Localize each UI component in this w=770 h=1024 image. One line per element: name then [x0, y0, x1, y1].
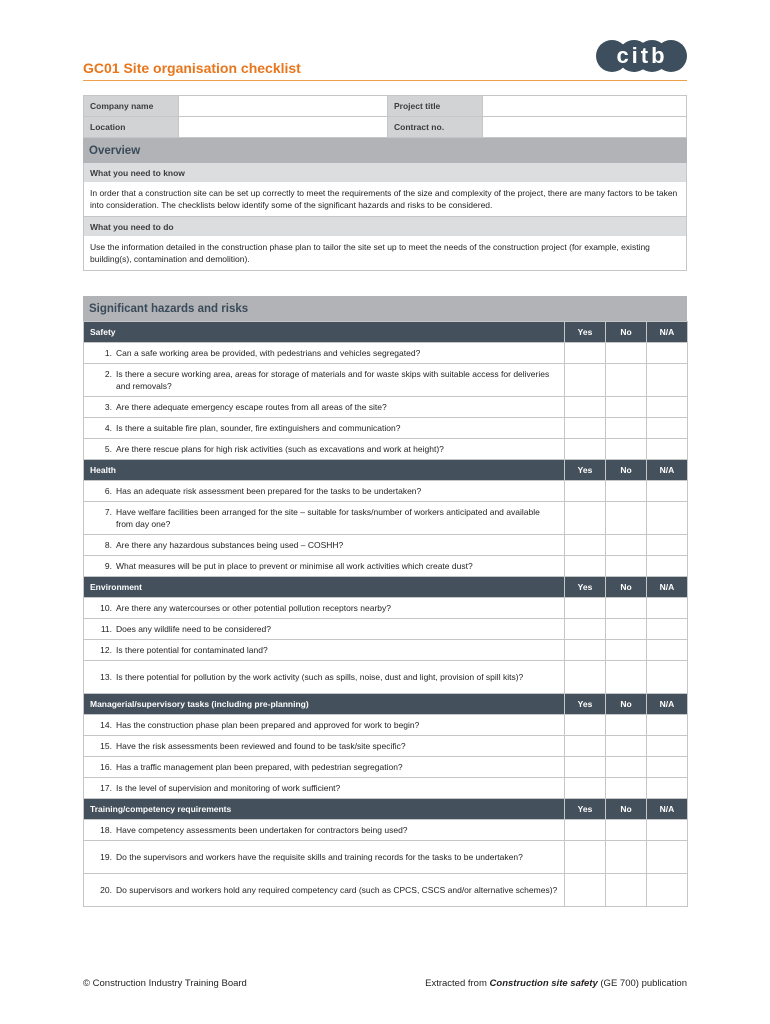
yes-column-header: Yes [565, 799, 606, 820]
no-checkbox-cell[interactable] [606, 820, 647, 841]
company-name-label: Company name [84, 96, 179, 117]
no-checkbox-cell[interactable] [606, 661, 647, 694]
question-cell [84, 481, 565, 502]
section-name: Health [84, 460, 565, 481]
question-number: 4. [104, 423, 112, 433]
yes-checkbox-cell[interactable] [565, 820, 606, 841]
section-name: Environment [84, 577, 565, 598]
na-column-header: N/A [647, 577, 688, 598]
question-text: Is there a secure working area, areas for storage of materials and for waste skips with suitable access for deliveries and removals? [116, 369, 550, 391]
no-checkbox-cell[interactable] [606, 640, 647, 661]
no-checkbox-cell[interactable] [606, 502, 647, 535]
question-cell [84, 343, 565, 364]
question-number: 10. [100, 603, 112, 613]
question-cell [84, 619, 565, 640]
footer-copyright: © Construction Industry Training Board [83, 978, 247, 989]
question-number: 11. [100, 624, 112, 634]
question-number: 17. [100, 783, 112, 793]
no-checkbox-cell[interactable] [606, 736, 647, 757]
logo-text: citb [616, 43, 668, 68]
question-cell [84, 502, 565, 535]
no-checkbox-cell[interactable] [606, 778, 647, 799]
overview-section [83, 138, 687, 271]
question-number: 16. [100, 762, 112, 772]
contract-no-field[interactable] [483, 117, 687, 138]
yes-checkbox-cell[interactable] [565, 778, 606, 799]
question-number: 14. [100, 720, 112, 730]
na-checkbox-cell[interactable] [647, 598, 688, 619]
question-number: 18. [100, 825, 112, 835]
na-checkbox-cell[interactable] [647, 502, 688, 535]
question-cell [84, 439, 565, 460]
yes-checkbox-cell[interactable] [565, 397, 606, 418]
section-name: Training/competency requirements [84, 799, 565, 820]
na-column-header: N/A [647, 694, 688, 715]
yes-checkbox-cell[interactable] [565, 874, 606, 907]
location-field[interactable] [179, 117, 388, 138]
na-checkbox-cell[interactable] [647, 619, 688, 640]
na-column-header: N/A [647, 322, 688, 343]
question-row [84, 841, 688, 874]
question-number: 5. [104, 444, 112, 454]
na-checkbox-cell[interactable] [647, 343, 688, 364]
question-cell [84, 640, 565, 661]
project-info-table [83, 95, 687, 138]
yes-checkbox-cell[interactable] [565, 502, 606, 535]
what-you-need-to-do-text: Use the information detailed in the construction phase plan to tailor the site set up to meet the needs of the construction project (for example, existing building(s), contamination and demolition). [83, 236, 687, 271]
question-row [84, 439, 688, 460]
na-checkbox-cell[interactable] [647, 640, 688, 661]
na-checkbox-cell[interactable] [647, 736, 688, 757]
yes-column-header: Yes [565, 694, 606, 715]
na-checkbox-cell[interactable] [647, 757, 688, 778]
question-row [84, 343, 688, 364]
question-cell [84, 397, 565, 418]
question-number: 8. [104, 540, 112, 550]
no-checkbox-cell[interactable] [606, 439, 647, 460]
footer-publication [425, 978, 687, 989]
yes-column-header: Yes [565, 322, 606, 343]
yes-checkbox-cell[interactable] [565, 736, 606, 757]
question-number: 19. [100, 852, 112, 862]
na-checkbox-cell[interactable] [647, 556, 688, 577]
question-text: Are there adequate emergency escape routes from all areas of the site? [116, 402, 387, 412]
question-text: Is there potential for pollution by the work activity (such as spills, noise, dust and light, provision of spill kits)? [116, 672, 524, 682]
what-you-need-to-know-label: What you need to know [83, 163, 687, 182]
no-checkbox-cell[interactable] [606, 481, 647, 502]
section-header-row [84, 694, 688, 715]
question-text: Does any wildlife need to be considered? [116, 624, 271, 634]
question-number: 15. [100, 741, 112, 751]
what-you-need-to-know-text: In order that a construction site can be set up correctly to meet the requirements of the size and complexity of the project, there are many factors to be taken into consideration. The checklists below identify some of the significant hazards and risks to be considered. [83, 182, 687, 217]
question-cell [84, 736, 565, 757]
question-text: Has an adequate risk assessment been prepared for the tasks to be undertaken? [116, 486, 422, 496]
question-row [84, 619, 688, 640]
no-checkbox-cell[interactable] [606, 874, 647, 907]
no-checkbox-cell[interactable] [606, 715, 647, 736]
question-row [84, 661, 688, 694]
yes-checkbox-cell[interactable] [565, 535, 606, 556]
section-header-row [84, 799, 688, 820]
na-checkbox-cell[interactable] [647, 535, 688, 556]
question-row [84, 397, 688, 418]
question-row [84, 556, 688, 577]
question-number: 2. [104, 369, 112, 379]
na-checkbox-cell[interactable] [647, 841, 688, 874]
yes-checkbox-cell[interactable] [565, 619, 606, 640]
question-row [84, 736, 688, 757]
na-checkbox-cell[interactable] [647, 481, 688, 502]
question-text: Can a safe working area be provided, with pedestrians and vehicles segregated? [116, 348, 421, 358]
na-column-header: N/A [647, 799, 688, 820]
question-row [84, 778, 688, 799]
question-text: What measures will be put in place to prevent or minimise all work activities which create dust? [116, 561, 473, 571]
no-checkbox-cell[interactable] [606, 556, 647, 577]
question-text: Is there potential for contaminated land? [116, 645, 268, 655]
question-text: Is the level of supervision and monitoring of work sufficient? [116, 783, 341, 793]
no-checkbox-cell[interactable] [606, 343, 647, 364]
yes-checkbox-cell[interactable] [565, 757, 606, 778]
project-title-label: Project title [388, 96, 483, 117]
question-text: Are there any watercourses or other potential pollution receptors nearby? [116, 603, 391, 613]
question-number: 7. [104, 507, 112, 517]
question-number: 1. [104, 348, 112, 358]
no-checkbox-cell[interactable] [606, 757, 647, 778]
question-text: Do supervisors and workers hold any required competency card (such as CPCS, CSCS and/or alternative schemes)? [116, 885, 558, 895]
question-cell [84, 418, 565, 439]
yes-checkbox-cell[interactable] [565, 661, 606, 694]
question-text: Have the risk assessments been reviewed and found to be task/site specific? [116, 741, 406, 751]
na-checkbox-cell[interactable] [647, 439, 688, 460]
project-title-field[interactable] [483, 96, 687, 117]
question-row [84, 502, 688, 535]
yes-column-header: Yes [565, 577, 606, 598]
hazards-section [83, 296, 687, 907]
contract-no-label: Contract no. [388, 117, 483, 138]
section-header-row [84, 322, 688, 343]
question-cell [84, 778, 565, 799]
section-header-row [84, 577, 688, 598]
location-label: Location [84, 117, 179, 138]
yes-checkbox-cell[interactable] [565, 841, 606, 874]
question-cell [84, 598, 565, 619]
na-checkbox-cell[interactable] [647, 661, 688, 694]
question-cell [84, 874, 565, 907]
yes-checkbox-cell[interactable] [565, 640, 606, 661]
question-cell [84, 556, 565, 577]
question-text: Have competency assessments been undertaken for contractors being used? [116, 825, 408, 835]
question-text: Do the supervisors and workers have the requisite skills and training records for the tasks to be undertaken? [116, 852, 523, 862]
footer-publication-title: Construction site safety [489, 978, 598, 989]
section-header-row [84, 460, 688, 481]
question-cell [84, 757, 565, 778]
question-row [84, 820, 688, 841]
hazards-checklist-table [83, 321, 688, 907]
question-number: 12. [100, 645, 112, 655]
section-name: Managerial/supervisory tasks (including pre-planning) [84, 694, 565, 715]
no-column-header: No [606, 799, 647, 820]
question-number: 13. [100, 672, 112, 682]
question-text: Has a traffic management plan been prepared, with pedestrian segregation? [116, 762, 403, 772]
question-number: 6. [104, 486, 112, 496]
no-column-header: No [606, 694, 647, 715]
no-checkbox-cell[interactable] [606, 535, 647, 556]
yes-checkbox-cell[interactable] [565, 598, 606, 619]
question-text: Have welfare facilities been arranged for the site – suitable for tasks/number of workers anticipated and available from day one? [116, 507, 540, 529]
question-cell [84, 364, 565, 397]
na-checkbox-cell[interactable] [647, 364, 688, 397]
na-column-header: N/A [647, 460, 688, 481]
question-row [84, 874, 688, 907]
question-row [84, 418, 688, 439]
question-row [84, 535, 688, 556]
what-you-need-to-do-label: What you need to do [83, 217, 687, 236]
question-text: Are there any hazardous substances being used – COSHH? [116, 540, 344, 550]
footer-prefix: Extracted from [425, 978, 490, 989]
question-row [84, 640, 688, 661]
question-text: Has the construction phase plan been prepared and approved for work to begin? [116, 720, 420, 730]
no-checkbox-cell[interactable] [606, 397, 647, 418]
question-text: Are there rescue plans for high risk activities (such as excavations and work at height)? [116, 444, 444, 454]
no-checkbox-cell[interactable] [606, 841, 647, 874]
hazards-heading: Significant hazards and risks [83, 296, 687, 321]
yes-checkbox-cell[interactable] [565, 439, 606, 460]
overview-heading: Overview [83, 138, 687, 163]
yes-checkbox-cell[interactable] [565, 556, 606, 577]
question-row [84, 481, 688, 502]
question-row [84, 757, 688, 778]
page-title: GC01 Site organisation checklist [83, 60, 301, 76]
question-number: 9. [104, 561, 112, 571]
title-divider [83, 80, 687, 81]
no-column-header: No [606, 322, 647, 343]
question-text: Is there a suitable fire plan, sounder, fire extinguishers and communication? [116, 423, 401, 433]
no-checkbox-cell[interactable] [606, 364, 647, 397]
yes-checkbox-cell[interactable] [565, 343, 606, 364]
question-number: 3. [104, 402, 112, 412]
question-cell [84, 715, 565, 736]
question-row [84, 715, 688, 736]
yes-checkbox-cell[interactable] [565, 715, 606, 736]
question-row [84, 598, 688, 619]
na-checkbox-cell[interactable] [647, 874, 688, 907]
no-column-header: No [606, 460, 647, 481]
yes-checkbox-cell[interactable] [565, 418, 606, 439]
question-cell [84, 820, 565, 841]
no-checkbox-cell[interactable] [606, 598, 647, 619]
question-row [84, 364, 688, 397]
na-checkbox-cell[interactable] [647, 778, 688, 799]
na-checkbox-cell[interactable] [647, 418, 688, 439]
na-checkbox-cell[interactable] [647, 820, 688, 841]
question-number: 20. [100, 885, 112, 895]
section-name: Safety [84, 322, 565, 343]
citb-logo [596, 38, 688, 74]
no-column-header: No [606, 577, 647, 598]
no-checkbox-cell[interactable] [606, 418, 647, 439]
na-checkbox-cell[interactable] [647, 715, 688, 736]
yes-checkbox-cell[interactable] [565, 364, 606, 397]
yes-column-header: Yes [565, 460, 606, 481]
question-cell [84, 661, 565, 694]
question-cell [84, 535, 565, 556]
footer-suffix: (GE 700) publication [597, 978, 687, 989]
question-cell [84, 841, 565, 874]
na-checkbox-cell[interactable] [647, 397, 688, 418]
no-checkbox-cell[interactable] [606, 619, 647, 640]
yes-checkbox-cell[interactable] [565, 481, 606, 502]
company-name-field[interactable] [179, 96, 388, 117]
